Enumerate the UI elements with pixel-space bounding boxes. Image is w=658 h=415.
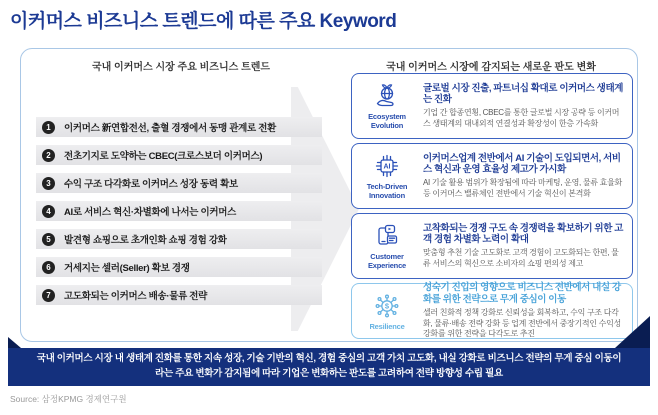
- card-resilience: [351, 283, 633, 339]
- number-badge: 7: [42, 289, 55, 302]
- number-badge: 4: [42, 205, 55, 218]
- keyword-cards: [351, 73, 633, 339]
- coin-network-icon: [373, 292, 401, 320]
- trend-item-5: [36, 229, 322, 249]
- left-panel-header: 국내 이커머스 시장 주요 비즈니스 트렌드: [91, 62, 271, 73]
- trend-item-7: [36, 285, 322, 305]
- trend-item-4: [36, 201, 322, 221]
- card-title: 이커머스업계 전반에서 AI 기술이 도입되면서, 서비스 혁신과 운영 효율성 제고가 가시화: [423, 152, 621, 176]
- trend-item-label: 고도화되는 이커머스 배송·물류 전략: [64, 291, 208, 302]
- number-badge: 3: [42, 177, 55, 190]
- card-label: Customer Experience: [367, 252, 407, 270]
- trend-item-3: [36, 173, 322, 193]
- trend-item-label: 이커머스 新연합전선, 출혈 경쟁에서 동맹 관계로 전환: [64, 123, 276, 134]
- phone-media-icon: [373, 222, 401, 250]
- card-title: 성숙기 진입의 영향으로 비즈니스 전반에서 내실 강화를 위한 전략으로 무게 중심이 이동: [423, 282, 621, 306]
- svg-text:$: $: [384, 301, 390, 311]
- number-badge: 6: [42, 261, 55, 274]
- card-title: 고착화되는 경쟁 구도 속 경쟁력을 확보하기 위한 고객 경험 차별화 노력이 확대: [423, 222, 623, 246]
- trend-item-label: 전초기지로 도약하는 CBEC(크로스보더 이커머스): [64, 151, 263, 162]
- ai-chip-icon: [373, 152, 401, 180]
- card-body: 셀러 친화적 정책 강화로 신뢰성을 회복하고, 수익 구조 다각화, 물류·배송 전략 강화 등 업계 전반에서 중장기적인 수익성 강화를 위한 전략을 다각도로 추진: [423, 308, 621, 339]
- source-note: Source: 삼정KPMG 경제연구원: [10, 394, 127, 404]
- page-title: 이커머스 비즈니스 트렌드에 따른 주요 Keyword: [10, 11, 397, 32]
- svg-text:AI: AI: [383, 163, 391, 171]
- main-panel: [20, 48, 638, 342]
- trend-item-2: [36, 145, 322, 165]
- trend-item-label: AI로 서비스 혁신·차별화에 나서는 이커머스: [64, 207, 237, 218]
- trend-item-label: 발견형 쇼핑으로 초개인화 쇼핑 경험 강화: [64, 235, 227, 246]
- card-label: Resilience: [369, 321, 405, 331]
- number-badge: 2: [42, 149, 55, 162]
- card-label: Ecosystem Evolution: [368, 112, 406, 130]
- card-body: 기업 간 합종연횡, CBEC를 통한 글로벌 시장 공략 등 이커머스 생태계의 대내외적 연결성과 확장성이 한층 가속화: [423, 108, 620, 128]
- number-badge: 1: [42, 121, 55, 134]
- card-body: AI 기술 활용 범위가 확장됨에 따라 마케팅, 운영, 물류 효율화 등 이커머스 밸류체인 전반에서 기술 혁신이 본격화: [423, 178, 622, 198]
- card-tech-driven-innovation: [351, 143, 633, 209]
- hand-globe-sprout-icon: [373, 82, 401, 110]
- number-badge: 5: [42, 233, 55, 246]
- card-body: 맞춤형 추천 기술 고도화로 고객 경험이 고도화되는 한편, 물류 서비스의 혁신으로 소비자의 쇼핑 편의성 제고: [423, 248, 619, 268]
- trend-item-label: 수익 구조 다각화로 이커머스 성장 동력 확보: [64, 179, 238, 190]
- banner-fold-left: [8, 337, 21, 348]
- summary-banner: 국내 이커머스 시장 내 생태계 진화를 통한 지속 성장, 기술 기반의 혁신, 경험 중심의 고객 가치 고도화, 내실 강화로 비즈니스 전략의 무게 중심 이동이라는 주요 변화가 감지됨에 따라 기업은 변화하는 판도를 고려하여 전략 방향성 수립 필요: [8, 348, 650, 386]
- card-ecosystem-evolution: [351, 73, 633, 139]
- card-customer-experience: [351, 213, 633, 279]
- trend-item-1: [36, 117, 322, 137]
- right-panel-header: 국내 이커머스 시장에 감지되는 새로운 판도 변화: [386, 62, 596, 73]
- trend-item-label: 거세지는 셀러(Seller) 확보 경쟁: [64, 263, 190, 274]
- trend-list: [36, 117, 322, 313]
- trend-item-6: [36, 257, 322, 277]
- card-label: Tech-Driven Innovation: [366, 182, 408, 200]
- card-title: 글로벌 시장 진출, 파트너십 확대로 이커머스 생태계는 진화: [423, 82, 623, 106]
